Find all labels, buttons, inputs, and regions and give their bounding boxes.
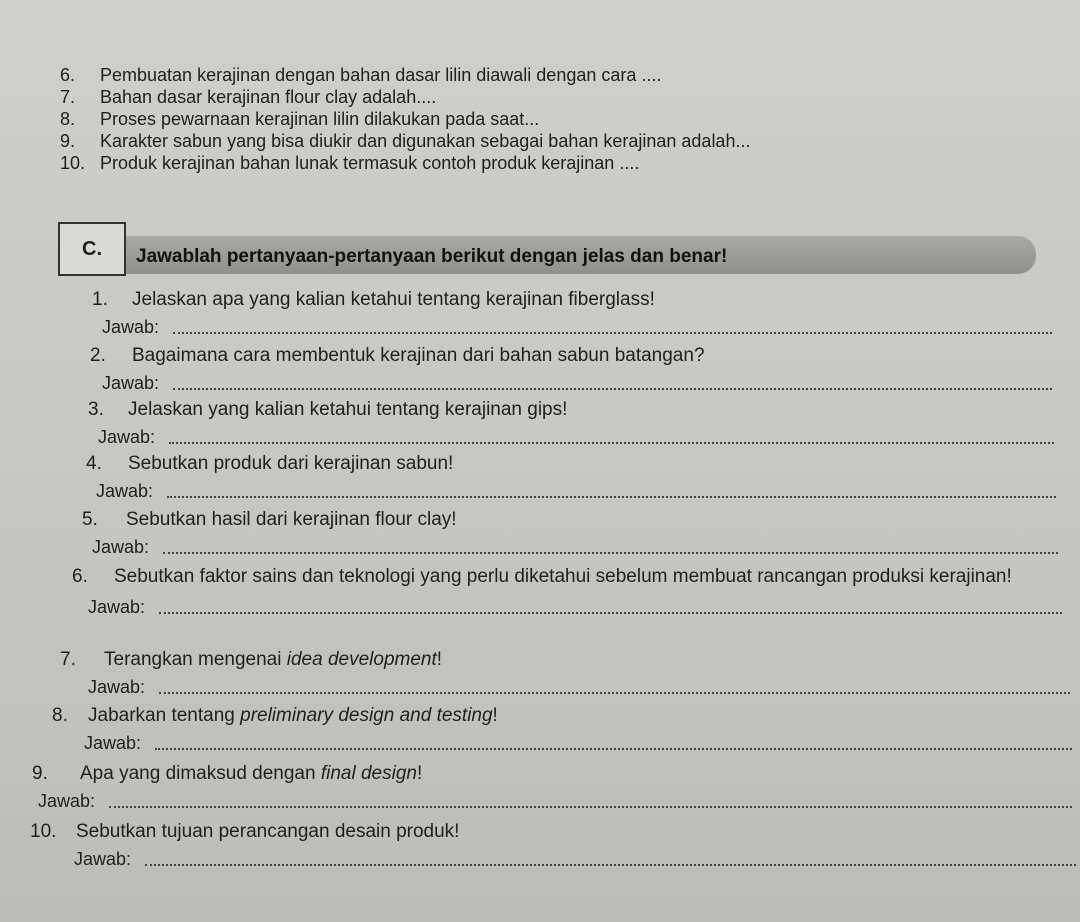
question-block — [32, 762, 1072, 812]
answer-line[interactable] — [159, 691, 1070, 694]
answer-line[interactable] — [173, 387, 1052, 390]
question-text: Sebutkan produk dari kerajinan sabun! — [128, 453, 454, 474]
question-block — [90, 344, 1052, 394]
section-title: Jawablah pertanyaan-pertanyaan berikut dengan jelas dan benar! — [136, 246, 728, 267]
list-item — [60, 64, 960, 86]
question-number: 10. — [30, 821, 57, 842]
question-number: 9. — [32, 763, 48, 784]
question-number: 1. — [92, 289, 108, 310]
question-block — [92, 288, 1052, 338]
question-number: 7. — [60, 649, 76, 670]
question-text: Sebutkan tujuan perancangan desain produk! — [76, 821, 460, 842]
item-text: Pembuatan kerajinan dengan bahan dasar lilin diawali dengan cara .... — [100, 65, 662, 85]
question-text-italic: final design — [320, 763, 417, 784]
question-text-part: ! — [436, 649, 443, 670]
answer-line[interactable] — [145, 863, 1076, 866]
question-text-part: ! — [492, 705, 498, 726]
answer-label: Jawab: — [98, 427, 156, 447]
answer-label: Jawab: — [74, 849, 132, 869]
item-number: 6. — [60, 65, 76, 85]
previous-questions-list — [60, 64, 960, 174]
item-number: 7. — [60, 87, 76, 107]
answer-line[interactable] — [163, 551, 1058, 554]
answer-label: Jawab: — [102, 317, 160, 337]
answer-label: Jawab: — [84, 733, 142, 753]
question-text: Bagaimana cara membentuk kerajinan dari bahan sabun batangan? — [132, 345, 705, 366]
answer-label: Jawab: — [88, 597, 146, 617]
section-c-header — [58, 222, 1038, 280]
answer-line[interactable] — [155, 747, 1072, 750]
question-text — [104, 648, 442, 672]
question-text-part: Apa yang dimaksud dengan — [80, 763, 321, 784]
answer-line[interactable] — [169, 441, 1054, 444]
answer-line[interactable] — [173, 331, 1052, 334]
question-block — [60, 648, 1070, 698]
question-text-part: ! — [416, 763, 423, 784]
answer-label: Jawab: — [102, 373, 160, 393]
answer-line[interactable] — [167, 495, 1056, 498]
item-number: 8. — [60, 109, 76, 129]
question-text: Sebutkan hasil dari kerajinan flour clay! — [126, 509, 457, 530]
list-item — [60, 86, 960, 108]
item-text: Karakter sabun yang bisa diukir dan digunakan sebagai bahan kerajinan adalah... — [100, 131, 751, 151]
question-number: 5. — [82, 509, 98, 530]
question-text — [88, 704, 498, 728]
question-text-part: Jabarkan tentang — [88, 705, 241, 726]
question-text-part: Terangkan mengenai — [104, 649, 287, 670]
question-text: Jelaskan apa yang kalian ketahui tentang kerajinan fiberglass! — [132, 289, 655, 310]
question-text: Jelaskan yang kalian ketahui tentang kerajinan gips! — [128, 399, 568, 420]
item-number: 10. — [60, 153, 86, 173]
answer-label: Jawab: — [38, 791, 96, 811]
item-number: 9. — [60, 131, 76, 151]
question-block — [82, 508, 1058, 558]
list-item — [60, 152, 960, 174]
list-item — [60, 108, 960, 130]
question-block — [72, 562, 1062, 618]
question-block — [52, 704, 1072, 754]
question-block — [30, 820, 1076, 870]
question-number: 4. — [86, 453, 102, 474]
question-text — [80, 762, 422, 786]
question-number: 6. — [72, 566, 88, 587]
question-block — [88, 398, 1054, 448]
item-text: Produk kerajinan bahan lunak termasuk contoh produk kerajinan .... — [100, 153, 640, 173]
answer-line[interactable] — [159, 611, 1062, 614]
question-number: 3. — [88, 399, 104, 420]
answer-label: Jawab: — [96, 481, 154, 501]
answer-label: Jawab: — [92, 537, 150, 557]
item-text: Bahan dasar kerajinan flour clay adalah.... — [100, 87, 437, 107]
question-block — [86, 452, 1056, 502]
section-letter: C. — [58, 222, 126, 276]
list-item — [60, 130, 960, 152]
question-text-italic: idea development — [286, 649, 437, 670]
question-text: Sebutkan faktor sains dan teknologi yang perlu diketahui sebelum membuat rancangan produksi kerajinan! — [114, 566, 1012, 587]
answer-label: Jawab: — [88, 677, 146, 697]
question-text-italic: preliminary design and testing — [240, 705, 493, 726]
question-number: 8. — [52, 705, 68, 726]
answer-line[interactable] — [109, 805, 1072, 808]
item-text: Proses pewarnaan kerajinan lilin dilakukan pada saat... — [100, 109, 540, 129]
question-number: 2. — [90, 345, 106, 366]
